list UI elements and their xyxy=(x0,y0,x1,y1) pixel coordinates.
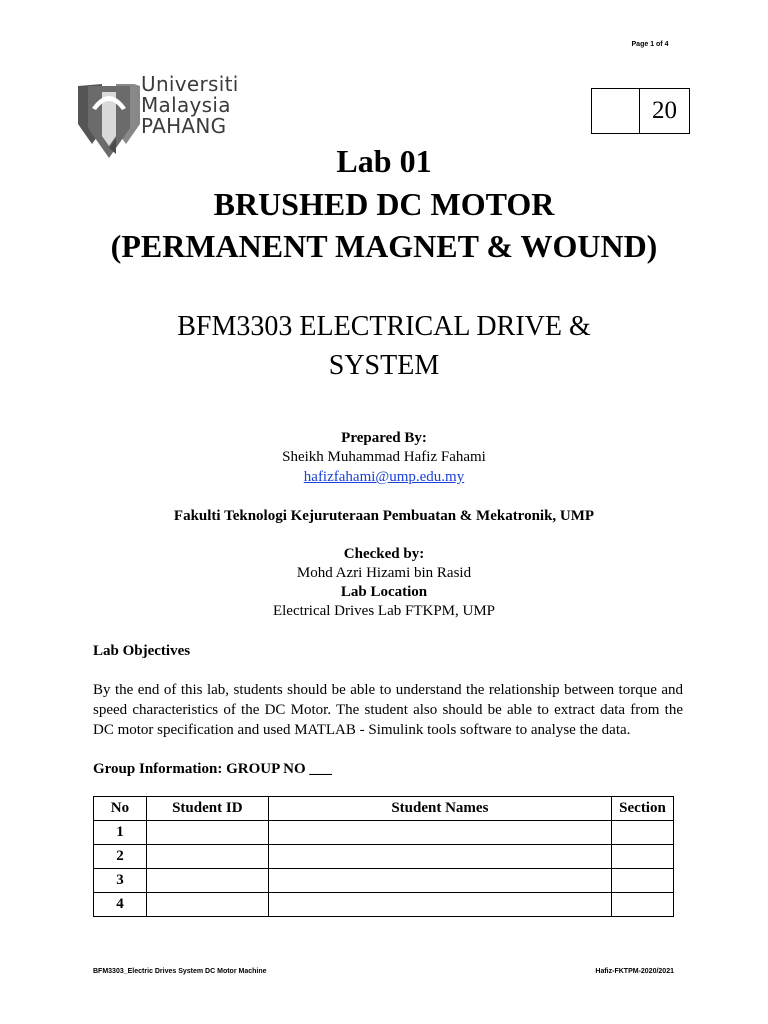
student-name-cell[interactable] xyxy=(268,821,611,845)
column-header-student-names: Student Names xyxy=(268,797,611,821)
section-cell[interactable] xyxy=(612,845,674,869)
checker-name: Mohd Azri Hizami bin Rasid xyxy=(296,565,472,581)
table-row xyxy=(94,845,674,869)
row-number: 3 xyxy=(94,869,147,893)
author-email-link[interactable]: hafizfahami@ump.edu.my xyxy=(303,469,465,485)
score-blank-cell xyxy=(592,89,640,133)
course-title-line-1: BFM3303 ELECTRICAL DRIVE & xyxy=(177,311,591,342)
table-row xyxy=(94,893,674,917)
faculty-name: Fakulti Teknologi Kejuruteraan Pembuatan & Mekatronik, UMP xyxy=(173,508,595,524)
course-title-line-2: SYSTEM xyxy=(328,350,440,381)
logo-line-3: PAHANG xyxy=(141,114,227,138)
section-cell[interactable] xyxy=(612,821,674,845)
checked-by-label: Checked by: xyxy=(343,546,425,562)
column-header-student-id: Student ID xyxy=(146,797,268,821)
section-cell[interactable] xyxy=(612,869,674,893)
student-id-cell[interactable] xyxy=(146,845,268,869)
section-cell[interactable] xyxy=(612,893,674,917)
student-id-cell[interactable] xyxy=(146,893,268,917)
row-number: 4 xyxy=(94,893,147,917)
student-name-cell[interactable] xyxy=(268,845,611,869)
logo-line-2: Malaysia xyxy=(141,93,231,117)
score-box xyxy=(591,88,690,134)
group-table xyxy=(93,796,674,917)
row-number: 1 xyxy=(94,821,147,845)
column-header-no: No xyxy=(94,797,147,821)
student-name-cell[interactable] xyxy=(268,869,611,893)
objectives-text: By the end of this lab, students should be able to understand the relationship between torque and speed characteristics of the DC Motor. The student also should be able to extract data from the DC motor specification and used MATLAB - Simulink tools software to analyse the data. xyxy=(93,682,683,738)
footer-right: Hafiz-FKTPM-2020/2021 xyxy=(595,968,674,975)
student-name-cell[interactable] xyxy=(268,893,611,917)
logo-line-1: Universiti xyxy=(141,72,239,96)
score-value: 20 xyxy=(652,97,677,124)
student-id-cell[interactable] xyxy=(146,821,268,845)
table-header-row xyxy=(94,797,674,821)
column-header-section: Section xyxy=(612,797,674,821)
lab-title: BRUSHED DC MOTOR xyxy=(213,186,555,222)
author-name: Sheikh Muhammad Hafiz Fahami xyxy=(282,449,486,465)
lab-location-label: Lab Location xyxy=(340,584,428,600)
row-number: 2 xyxy=(94,845,147,869)
lab-location-value: Electrical Drives Lab FTKPM, UMP xyxy=(272,603,496,619)
table-row xyxy=(94,821,674,845)
lab-subtitle: (PERMANENT MAGNET & WOUND) xyxy=(110,228,658,264)
student-id-cell[interactable] xyxy=(146,869,268,893)
university-name xyxy=(141,74,239,137)
page-number: Page 1 of 4 xyxy=(631,41,669,48)
objectives-heading: Lab Objectives xyxy=(93,643,191,659)
prepared-by-label: Prepared By: xyxy=(341,430,427,446)
lab-number: Lab 01 xyxy=(336,143,432,179)
table-row xyxy=(94,869,674,893)
footer-left: BFM3303_Electric Drives System DC Motor Machine xyxy=(93,968,267,975)
group-info-heading: Group Information: GROUP NO ___ xyxy=(93,761,332,777)
